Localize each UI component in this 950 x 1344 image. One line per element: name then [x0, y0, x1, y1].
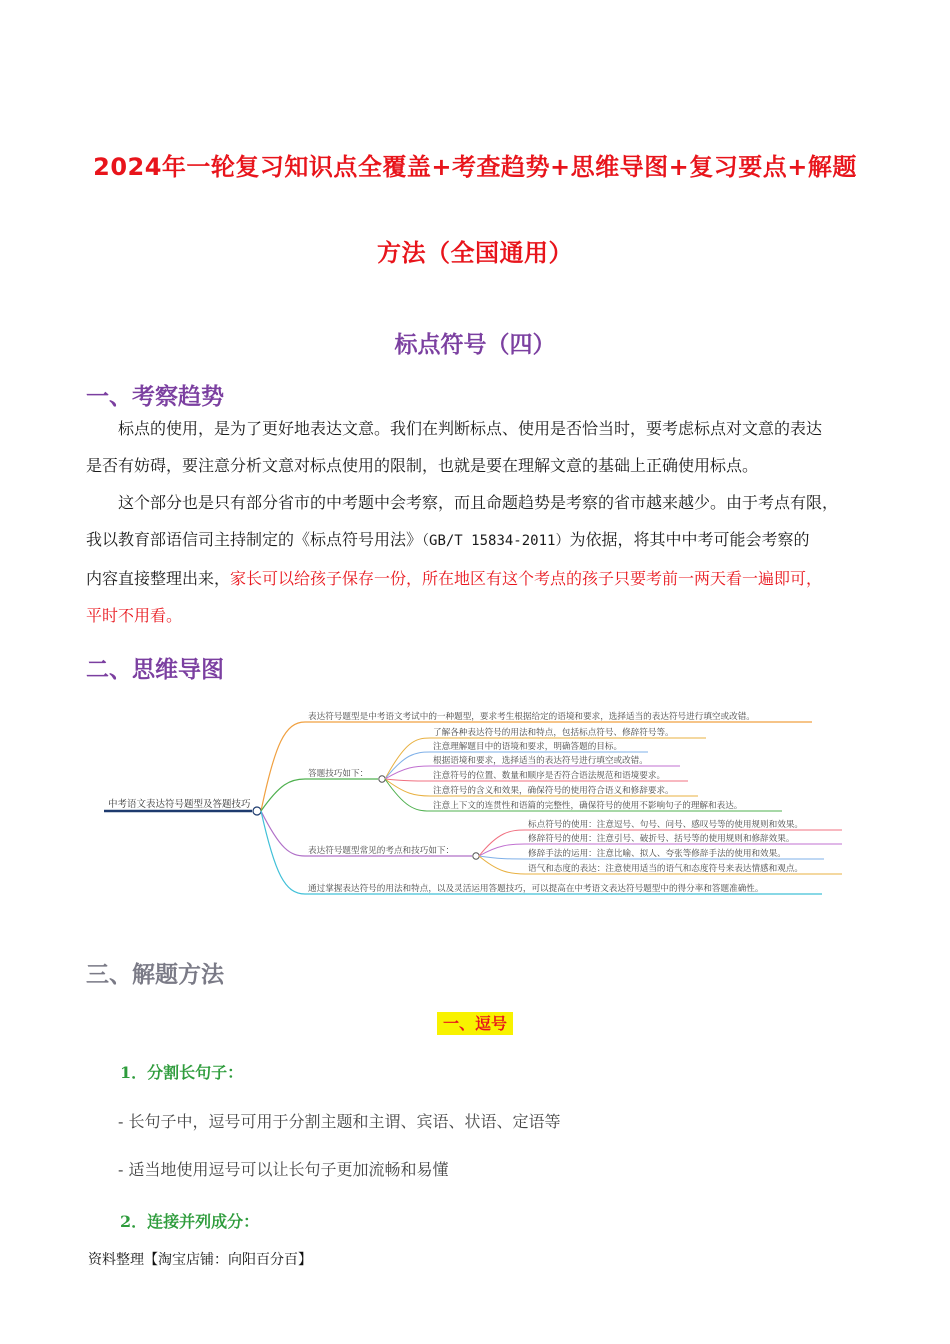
section-trend-body: [86, 410, 876, 634]
paragraph-line: 这个部分也是只有部分省市的中考题中会考察，而且命题趋势是考察的省市越来越少。由于考点有限，: [118, 493, 839, 512]
document-title-line2: 方法（全国通用）: [377, 239, 573, 267]
mind-map-root: 中考语文表达符号题型及答题技巧: [108, 799, 251, 810]
highlight-text: 家长可以给孩子保存一份，所在地区有这个考点的孩子只要考前一两天看一遍即可，: [230, 569, 823, 588]
mind-map-edge: [479, 856, 525, 859]
standard-code: （GB/T 15834-2011）: [422, 533, 570, 549]
paragraph-line: 是否有妨碍，要注意分析文意对标点使用的限制，也就是要在理解文意的基础上正确使用标点。: [86, 456, 759, 475]
mind-map-points-branch: 表达符号题型常见的考点和技巧如下：: [308, 846, 455, 856]
paragraph-line: [86, 560, 876, 597]
section-heading-trend: 一、考察趋势: [86, 384, 224, 410]
document-title-line1: 2024年一轮复习知识点全覆盖+考查趋势+思维导图+复习要点+解题: [93, 153, 857, 181]
mind-map-node: [473, 853, 479, 859]
mind-map-skill-3: 根据语境和要求，选择适当的表达符号进行填空或改错。: [433, 756, 648, 766]
paragraph-line: [86, 521, 876, 560]
footer-credit: 资料整理【淘宝店铺：向阳百分百】: [88, 1252, 312, 1268]
method-item-heading: 2．连接并列成分：: [120, 1212, 260, 1231]
paragraph-line: 标点的使用，是为了更好地表达文意。我们在判断标点、使用是否恰当时，要考虑标点对文意的表达: [118, 419, 823, 438]
comma-tag-label: 一、逗号: [437, 1012, 513, 1035]
mind-map-skill-2: 注意理解题目中的语境和要求，明确答题的目标。: [433, 742, 623, 752]
mind-map-point-2: 修辞符号的使用：注意引号、破折号、括号等的使用规则和修辞效果。: [528, 834, 795, 844]
mind-map-edge: [385, 738, 430, 779]
mind-map-edge: [385, 779, 430, 781]
mind-map-skill-4: 注意符号的位置、数量和顺序是否符合语法规范和语境要求。: [433, 771, 666, 781]
mind-map-point-4: 语气和态度的表达：注意使用适当的语气和态度符号来表达情感和观点。: [528, 864, 804, 874]
paragraph-text: 内容直接整理出来，: [86, 569, 231, 588]
section-heading-mindmap: 二、思维导图: [86, 657, 224, 683]
method-item-line: - 适当地使用逗号可以让长句子更加流畅和易懂: [118, 1160, 449, 1179]
mind-map: [100, 704, 860, 904]
mind-map-root-node: [253, 807, 261, 815]
document-subtitle: 标点符号（四）: [394, 332, 556, 358]
method-item-heading: 1．分割长句子：: [120, 1063, 244, 1082]
mind-map-skill-5: 注意符号的含义和效果，确保符号的使用符合语义和修辞要求。: [433, 786, 674, 796]
mind-map-top-branch: 表达符号题型是中考语文考试中的一种题型，要求考生根据给定的语境和要求，选择适当的表达符号进行填空或改错。: [308, 712, 755, 722]
mind-map-point-1: 标点符号的使用：注意逗号、句号、问号、感叹号等的使用规则和效果。: [528, 820, 804, 830]
comma-tag: [0, 1011, 950, 1034]
mind-map-edge: [479, 844, 525, 856]
mind-map-node: [379, 776, 385, 782]
method-item-line: - 长句子中，逗号可用于分割主题和主谓、宾语、状语、定语等: [118, 1112, 561, 1131]
mind-map-skill-1: 了解各种表达符号的用法和特点，包括标点符号、修辞符号等。: [433, 728, 674, 738]
mind-map-edge: [261, 811, 305, 856]
mind-map-edge: [261, 722, 305, 811]
paragraph-text: 为依据，将其中中考可能会考察的: [569, 530, 810, 549]
mind-map-skill-branch: 答题技巧如下：: [308, 769, 369, 779]
highlight-text: 平时不用看。: [86, 606, 183, 625]
mind-map-bottom-branch: 通过掌握表达符号的用法和特点，以及灵活运用答题技巧，可以提高在中考语文表达符号题型中的得分率和答题准确性。: [308, 884, 764, 894]
paragraph-text: 我以教育部语信司主持制定的《标点符号用法》: [86, 530, 423, 549]
mind-map-point-3: 修辞手法的运用：注意比喻、拟人、夸张等修辞手法的使用和效果。: [528, 849, 786, 859]
section-heading-methods: 三、解题方法: [86, 962, 224, 988]
mind-map-skill-6: 注意上下文的连贯性和语篇的完整性，确保符号的使用不影响句子的理解和表达。: [433, 801, 743, 811]
